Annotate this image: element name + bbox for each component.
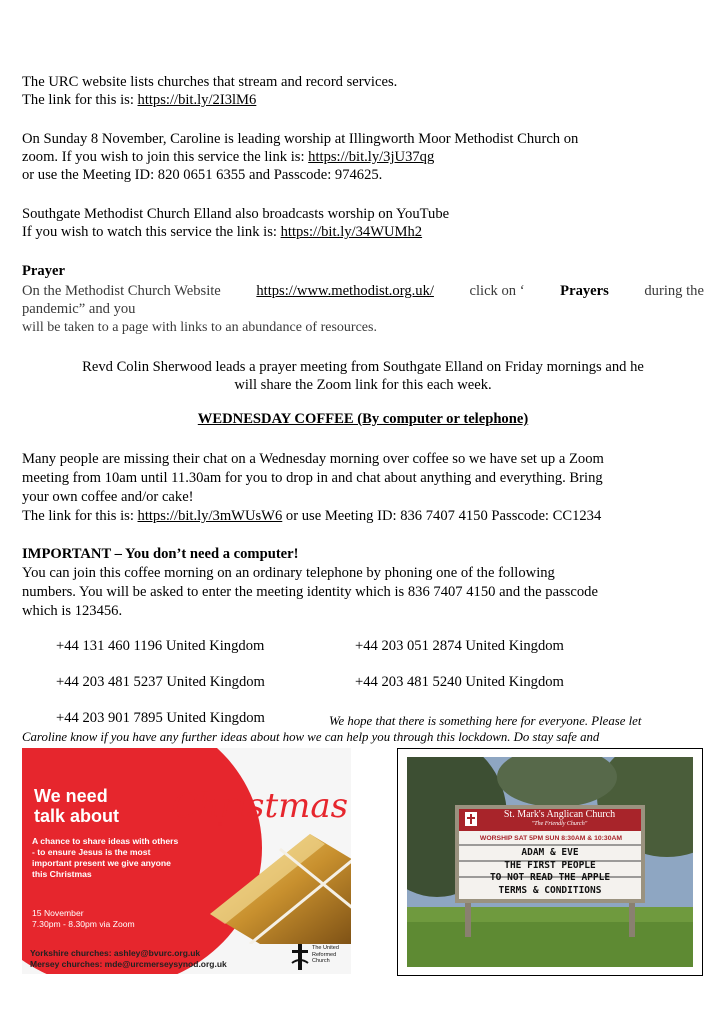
coffee-meeting-id: or use Meeting ID: 836 7407 4150 Passcode: CC1234 bbox=[282, 508, 602, 524]
important-heading: IMPORTANT – You don’t need a computer! bbox=[22, 546, 299, 562]
sign-church-sub: "The Friendly Church" bbox=[531, 821, 588, 827]
methodist-link[interactable]: https://www.methodist.org.uk/ bbox=[256, 283, 434, 299]
coffee-link-line bbox=[22, 507, 601, 525]
poster-contact-mersey: Mersey churches: mde@urcmerseysynod.org.uk bbox=[30, 959, 227, 969]
illingworth-link-prefix: zoom. If you wish to join this service the link is: bbox=[22, 149, 309, 165]
poster-body: A chance to share ideas with others - to ensure Jesus is the most important present we give anyone this Christmas bbox=[32, 836, 179, 879]
southgate-link-line bbox=[22, 223, 422, 241]
poster-contact-yorkshire: Yorkshire churches: ashley@bvurc.org.uk bbox=[30, 948, 201, 958]
poster-script-word: Christmas bbox=[172, 786, 349, 826]
closing-line2: Caroline know if you have any further ideas about how we can help you through this lockdown. Do stay safe and bbox=[22, 730, 600, 744]
phone-number-3: +44 203 481 5237 United Kingdom bbox=[56, 674, 265, 690]
important-line2: numbers. You will be asked to enter the meeting identity which is 836 7407 4150 and the passcode bbox=[22, 584, 598, 600]
urc-logo-icon bbox=[290, 943, 310, 971]
urc-logo-text: The United Reformed Church bbox=[312, 945, 339, 964]
phone-number-5: +44 203 901 7895 United Kingdom bbox=[56, 710, 265, 726]
coffee-line3: your own coffee and/or cake! bbox=[22, 489, 194, 505]
urc-link-prefix: The link for this is: bbox=[22, 92, 138, 108]
coffee-link[interactable]: https://bit.ly/3mWUsW6 bbox=[137, 508, 283, 524]
phone-number-2: +44 203 051 2874 United Kingdom bbox=[355, 638, 564, 654]
church-sign-photo bbox=[397, 748, 703, 976]
sign-msg-line4: TERMS & CONDITIONS bbox=[498, 884, 602, 896]
illingworth-link[interactable]: https://bit.ly/3jU37qg bbox=[308, 149, 435, 165]
sign-msg-line3: TO NOT READ THE APPLE bbox=[489, 872, 611, 883]
prayer-during: during the bbox=[644, 283, 704, 299]
important-line1: You can join this coffee morning on an ordinary telephone by phoning one of the following bbox=[22, 565, 555, 581]
prayer-line1 bbox=[22, 282, 704, 300]
urc-link-line bbox=[22, 91, 256, 109]
southgate-text: Southgate Methodist Church Elland also broadcasts worship on YouTube bbox=[22, 206, 450, 222]
prayer-meeting-line2: will share the Zoom link for this each week. bbox=[234, 377, 492, 393]
poster-heading-line2: talk about bbox=[34, 806, 120, 826]
urc-logo bbox=[290, 943, 350, 973]
prayer-heading: Prayer bbox=[22, 263, 65, 279]
southgate-link[interactable]: https://bit.ly/34WUMh2 bbox=[280, 224, 423, 240]
sign-times: WORSHIP SAT 5PM SUN 8:30AM & 10:30AM bbox=[479, 835, 623, 842]
sign-msg-line2: THE FIRST PEOPLE bbox=[504, 859, 596, 871]
phone-number-4: +44 203 481 5240 United Kingdom bbox=[355, 674, 564, 690]
coffee-line1: Many people are missing their chat on a Wednesday morning over coffee so we have set up a Zoom bbox=[22, 451, 604, 467]
phone-number-1: +44 131 460 1196 United Kingdom bbox=[56, 638, 265, 654]
prayer-line3: will be taken to a page with links to an abundance of resources. bbox=[22, 320, 377, 335]
sign-church-name: St. Mark's Anglican Church bbox=[503, 809, 616, 820]
poster-contacts bbox=[30, 948, 227, 970]
poster-date bbox=[32, 908, 135, 930]
illingworth-meeting-id: or use the Meeting ID: 820 0651 6355 and Passcode: 974625. bbox=[22, 167, 383, 183]
coffee-line2: meeting from 10am until 11.30am for you to drop in and chat about anything and everything. Bring bbox=[22, 470, 603, 486]
illingworth-link-line bbox=[22, 148, 434, 166]
illingworth-text: On Sunday 8 November, Caroline is leading worship at Illingworth Moor Methodist Church on bbox=[22, 131, 579, 147]
sign-message bbox=[459, 847, 641, 897]
closing-line1: We hope that there is something here for everyone. Please let bbox=[329, 714, 642, 728]
important-line3: which is 123456. bbox=[22, 603, 123, 619]
prayer-line2: pandemic” and you bbox=[22, 301, 136, 317]
christmas-poster bbox=[22, 748, 351, 974]
coffee-heading: WEDNESDAY COFFEE (By computer or telephone) bbox=[197, 411, 529, 427]
poster-heading bbox=[34, 786, 119, 826]
sign-msg-line1: ADAM & EVE bbox=[521, 847, 579, 858]
church-sign-scene bbox=[407, 757, 693, 967]
urc-streaming-text: The URC website lists churches that stream and record services. bbox=[22, 74, 398, 90]
urc-link[interactable]: https://bit.ly/2I3lM6 bbox=[137, 92, 257, 108]
southgate-link-prefix: If you wish to watch this service the link is: bbox=[22, 224, 281, 240]
prayer-meeting-line1: Revd Colin Sherwood leads a prayer meeting from Southgate Elland on Friday mornings and he bbox=[82, 359, 644, 375]
prayer-prefix: On the Methodist Church Website bbox=[22, 283, 221, 299]
poster-heading-line1: We need bbox=[34, 786, 108, 806]
poster-date-line2: 7.30pm - 8.30pm via Zoom bbox=[32, 919, 135, 929]
prayer-click: click on ‘ bbox=[469, 283, 525, 299]
prayers-bold: Prayers bbox=[560, 283, 609, 299]
coffee-link-prefix: The link for this is: bbox=[22, 508, 138, 524]
poster-date-line1: 15 November bbox=[32, 908, 84, 918]
